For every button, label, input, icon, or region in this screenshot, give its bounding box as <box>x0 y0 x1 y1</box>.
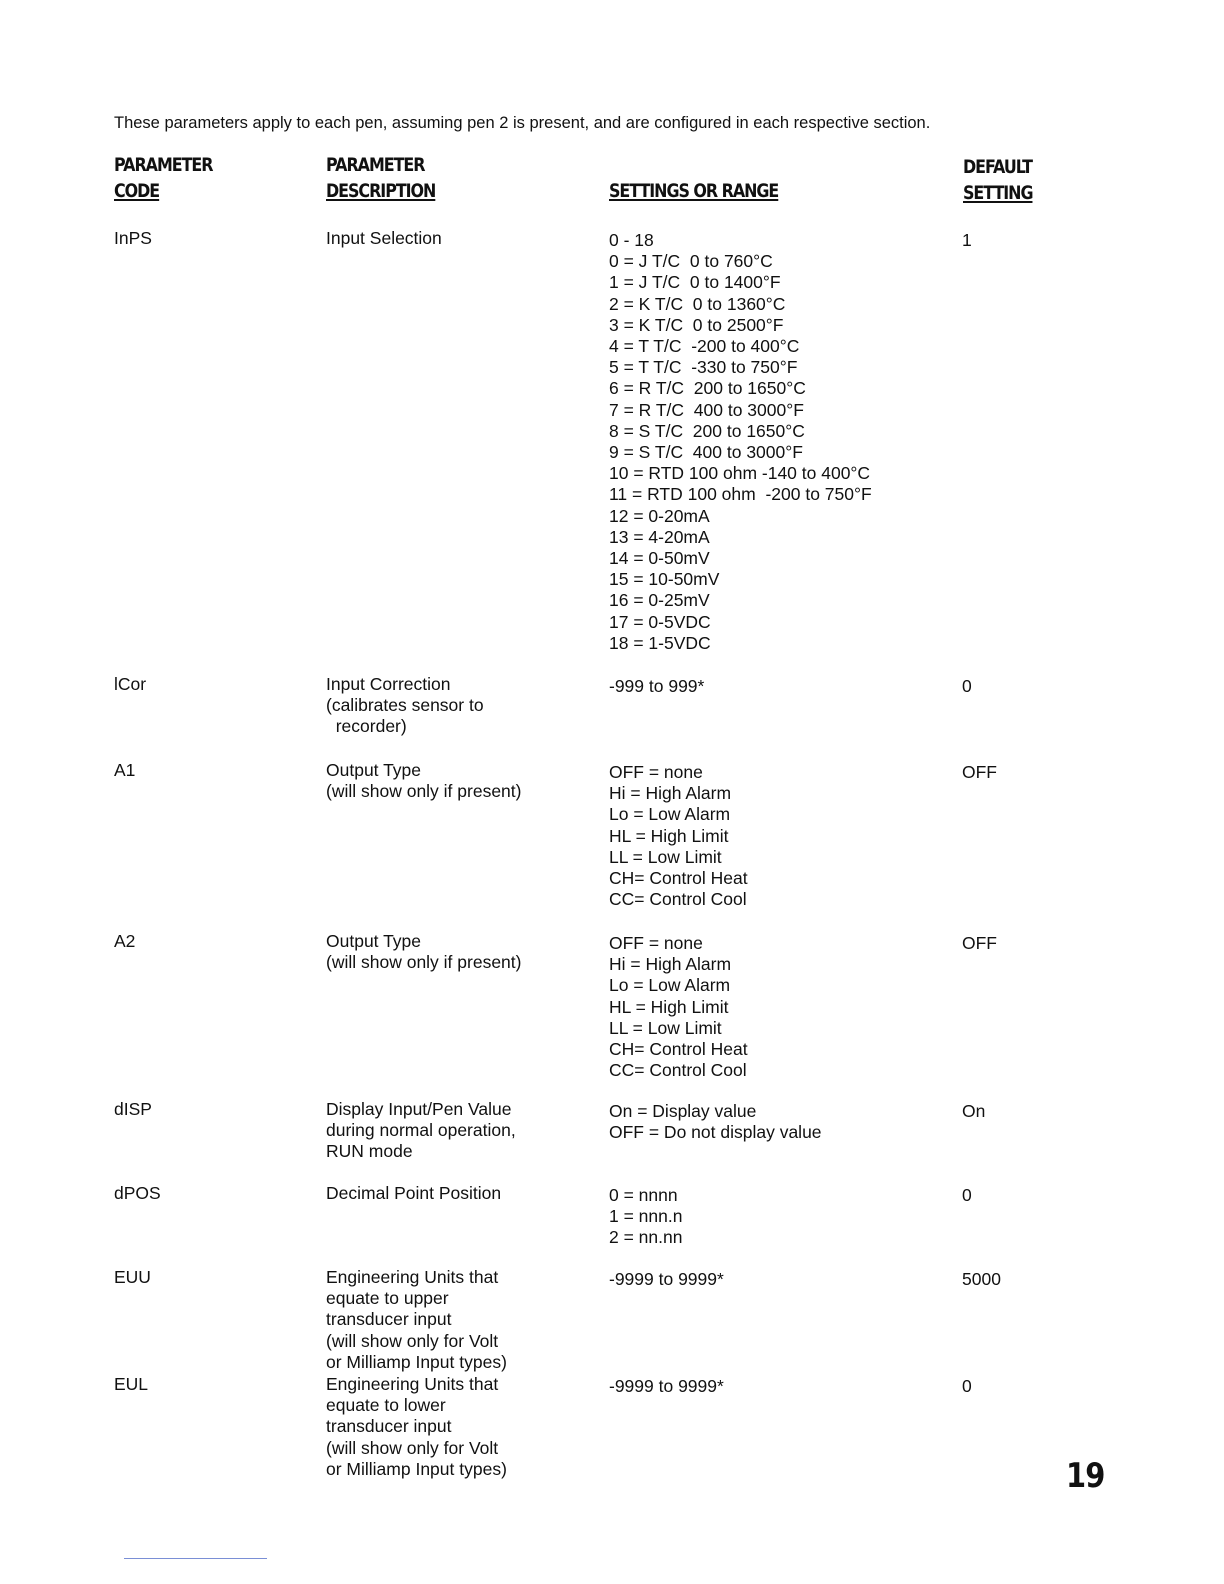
description-line: RUN mode <box>326 1141 413 1162</box>
description-line: transducer input <box>326 1416 452 1437</box>
setting-line: HL = High Limit <box>609 825 729 846</box>
settings-or-range <box>609 933 748 1081</box>
setting-line: 1 = nnn.n <box>609 1206 683 1227</box>
settings-or-range <box>609 1101 822 1143</box>
setting-line: On = Display value <box>609 1101 757 1121</box>
description-line: (will show only for Volt <box>326 1330 499 1351</box>
setting-line: 12 = 0-20mA <box>609 505 710 526</box>
setting-line: 17 = 0-5VDC <box>609 611 711 632</box>
setting-line: OFF = none <box>609 762 703 782</box>
setting-line: -999 to 999* <box>609 676 705 696</box>
header-default-setting <box>963 155 1032 207</box>
description-line: Input Selection <box>326 228 442 248</box>
setting-line: 3 = K T/C 0 to 2500°F <box>609 314 784 335</box>
default-setting: 0 <box>962 1185 972 1205</box>
parameter-description <box>326 1183 501 1204</box>
settings-or-range <box>609 676 704 697</box>
setting-line: OFF = Do not display value <box>609 1122 822 1143</box>
setting-line: Hi = High Alarm <box>609 954 732 975</box>
parameter-description <box>326 1267 507 1373</box>
parameter-code: EUU <box>114 1267 151 1287</box>
description-line: Input Correction <box>326 674 451 694</box>
default-setting: 0 <box>962 676 972 696</box>
description-line: equate to upper <box>326 1288 449 1309</box>
default-setting: On <box>962 1101 986 1121</box>
setting-line: Hi = High Alarm <box>609 783 732 804</box>
parameter-description <box>326 1099 516 1163</box>
setting-line: 8 = S T/C 200 to 1650°C <box>609 420 805 441</box>
footer-rule <box>124 1558 267 1559</box>
description-line: Engineering Units that <box>326 1374 499 1394</box>
header-settings-line-1: SETTINGS OR RANGE <box>609 181 779 202</box>
description-line: Output Type <box>326 931 422 951</box>
default-setting: OFF <box>962 762 997 782</box>
page-number: 19 <box>1066 1456 1105 1496</box>
setting-line: 9 = S T/C 400 to 3000°F <box>609 442 803 463</box>
setting-line: LL = Low Limit <box>609 1017 722 1038</box>
parameter-description <box>326 674 484 738</box>
parameter-description <box>326 760 521 802</box>
settings-or-range <box>609 1185 682 1249</box>
default-setting: 5000 <box>962 1269 1001 1289</box>
setting-line: 0 - 18 <box>609 230 654 250</box>
setting-line: 18 = 1-5VDC <box>609 632 711 653</box>
setting-line: 0 = J T/C 0 to 760°C <box>609 251 773 272</box>
setting-line: LL = Low Limit <box>609 846 722 867</box>
setting-line: 2 = nn.nn <box>609 1227 683 1248</box>
header-code-line-2: CODE <box>114 181 160 202</box>
settings-or-range <box>609 762 748 910</box>
setting-line: 15 = 10-50mV <box>609 569 720 590</box>
setting-line: 7 = R T/C 400 to 3000°F <box>609 399 804 420</box>
description-line: Engineering Units that <box>326 1267 499 1287</box>
setting-line: CH= Control Heat <box>609 868 748 889</box>
description-line: (calibrates sensor to <box>326 695 484 716</box>
default-setting: 1 <box>962 230 972 250</box>
setting-line: 5 = T T/C -330 to 750°F <box>609 357 798 378</box>
setting-line: 2 = K T/C 0 to 1360°C <box>609 293 786 314</box>
header-parameter-code <box>114 153 212 205</box>
parameter-code: EUL <box>114 1374 149 1394</box>
parameter-description <box>326 931 521 973</box>
description-line: recorder) <box>326 716 407 737</box>
default-setting: OFF <box>962 933 997 953</box>
setting-line: HL = High Limit <box>609 996 729 1017</box>
description-line: equate to lower <box>326 1395 446 1416</box>
description-line: or Milliamp Input types) <box>326 1351 507 1372</box>
setting-line: 14 = 0-50mV <box>609 548 710 569</box>
setting-line: -9999 to 9999* <box>609 1376 724 1396</box>
description-line: (will show only for Volt <box>326 1437 499 1458</box>
setting-line: 10 = RTD 100 ohm -140 to 400°C <box>609 463 871 484</box>
parameter-description <box>326 1374 507 1480</box>
description-line: Decimal Point Position <box>326 1183 502 1203</box>
setting-line: 6 = R T/C 200 to 1650°C <box>609 378 806 399</box>
setting-line: CC= Control Cool <box>609 889 747 910</box>
description-line: (will show only if present) <box>326 781 522 802</box>
parameter-code: A1 <box>114 760 136 780</box>
intro-text: These parameters apply to each pen, assuming pen 2 is present, and are configured in each respective section. <box>114 114 931 132</box>
setting-line: 4 = T T/C -200 to 400°C <box>609 336 800 357</box>
header-default-line-2: SETTING <box>963 183 1033 204</box>
setting-line: 16 = 0-25mV <box>609 590 710 611</box>
setting-line: -9999 to 9999* <box>609 1269 724 1289</box>
setting-line: Lo = Low Alarm <box>609 804 731 825</box>
description-line: or Milliamp Input types) <box>326 1458 507 1479</box>
header-code-line-1: PARAMETER <box>114 155 213 176</box>
header-default-line-1: DEFAULT <box>963 157 1033 178</box>
setting-line: Lo = Low Alarm <box>609 975 731 996</box>
header-settings-or-range <box>609 179 778 205</box>
setting-line: 1 = J T/C 0 to 1400°F <box>609 272 781 293</box>
parameter-code: InPS <box>114 228 152 248</box>
description-line: transducer input <box>326 1309 452 1330</box>
setting-line: 13 = 4-20mA <box>609 526 710 547</box>
description-line: (will show only if present) <box>326 952 522 973</box>
description-line: Output Type <box>326 760 422 780</box>
parameter-code: A2 <box>114 931 136 951</box>
setting-line: CH= Control Heat <box>609 1039 748 1060</box>
setting-line: CC= Control Cool <box>609 1060 747 1081</box>
settings-or-range <box>609 1269 724 1290</box>
parameter-code: dPOS <box>114 1183 161 1203</box>
settings-or-range <box>609 230 872 654</box>
parameter-code: lCor <box>114 674 147 694</box>
header-description-line-2: DESCRIPTION <box>326 181 436 202</box>
setting-line: 0 = nnnn <box>609 1185 678 1205</box>
header-parameter-description <box>326 153 435 205</box>
setting-line: 11 = RTD 100 ohm -200 to 750°F <box>609 484 872 505</box>
default-setting: 0 <box>962 1376 972 1396</box>
header-description-line-1: PARAMETER <box>326 155 425 176</box>
parameter-description <box>326 228 442 249</box>
settings-or-range <box>609 1376 724 1397</box>
setting-line: OFF = none <box>609 933 703 953</box>
description-line: Display Input/Pen Value <box>326 1099 512 1119</box>
parameter-code: dISP <box>114 1099 152 1119</box>
description-line: during normal operation, <box>326 1120 516 1141</box>
